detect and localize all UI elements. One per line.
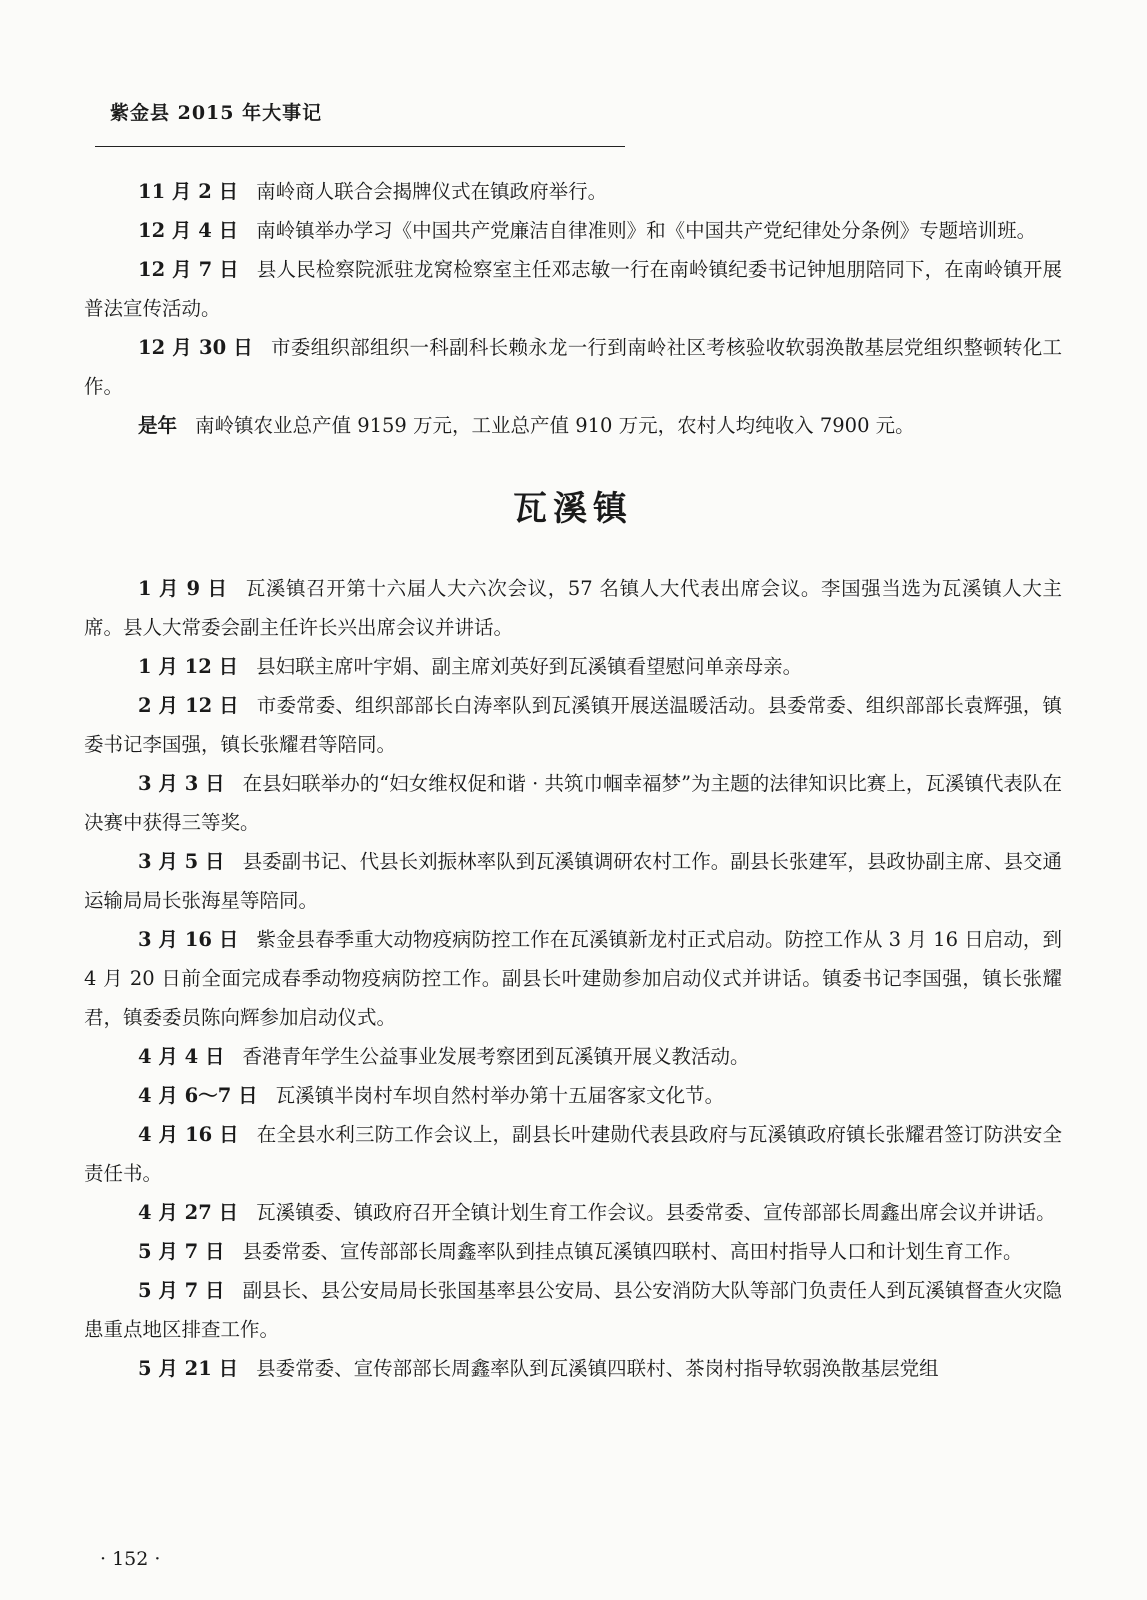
entry-date: 4 月 16 日	[138, 1123, 239, 1146]
chronicle-entry	[84, 172, 1062, 211]
header-rule	[95, 146, 625, 147]
entry-date: 12 月 4 日	[138, 219, 239, 242]
chronicle-entry	[84, 920, 1062, 1037]
entry-date: 12 月 7 日	[138, 258, 239, 281]
entry-text: 瓦溪镇召开第十六届人大六次会议，57 名镇人大代表出席会议。李国强当选为瓦溪镇人大主席。县人大常委会副主任许长兴出席会议并讲话。	[84, 577, 1062, 639]
section-title: 瓦溪镇	[513, 489, 633, 529]
chronicle-entry	[84, 1271, 1062, 1349]
entry-text: 在全县水利三防工作会议上，副县长叶建勋代表县政府与瓦溪镇政府镇长张耀君签订防洪安全责任书。	[84, 1123, 1062, 1185]
chronicle-entry	[84, 647, 1062, 686]
page-number: · 152 ·	[100, 1548, 161, 1570]
entry-date: 4 月 6～7 日	[138, 1084, 258, 1107]
entry-text: 县委副书记、代县长刘振林率队到瓦溪镇调研农村工作。副县长张建军，县政协副主席、县交通运输局局长张海星等陪同。	[84, 850, 1062, 912]
chronicle-entry	[84, 1349, 1062, 1388]
entry-date: 3 月 16 日	[138, 928, 239, 951]
entry-text: 瓦溪镇半岗村车坝自然村举办第十五届客家文化节。	[275, 1084, 725, 1107]
entry-text: 市委组织部组织一科副科长赖永龙一行到南岭社区考核验收软弱涣散基层党组织整顿转化工作。	[84, 336, 1062, 398]
entry-text: 瓦溪镇委、镇政府召开全镇计划生育工作会议。县委常委、宣传部部长周鑫出席会议并讲话。	[256, 1201, 1056, 1224]
chronicle-entry	[84, 250, 1062, 328]
entry-date: 3 月 3 日	[138, 772, 225, 795]
entry-text: 市委常委、组织部部长白涛率队到瓦溪镇开展送温暖活动。县委常委、组织部部长袁辉强，镇委书记李国强，镇长张耀君等陪同。	[84, 694, 1062, 756]
entry-date: 2 月 12 日	[138, 694, 239, 717]
section-waxi-entries	[84, 569, 1062, 1388]
entry-date: 11 月 2 日	[138, 180, 239, 203]
chronicle-entry	[84, 1193, 1062, 1232]
entry-text: 南岭商人联合会揭牌仪式在镇政府举行。	[256, 180, 608, 203]
entry-date: 4 月 4 日	[138, 1045, 225, 1068]
entry-text: 香港青年学生公益事业发展考察团到瓦溪镇开展义教活动。	[242, 1045, 750, 1068]
entry-text: 县委常委、宣传部部长周鑫率队到瓦溪镇四联村、茶岗村指导软弱涣散基层党组	[256, 1357, 939, 1380]
entry-text: 县妇联主席叶宇娟、副主席刘英好到瓦溪镇看望慰问单亲母亲。	[256, 655, 803, 678]
chronicle-entry	[84, 1037, 1062, 1076]
chronicle-entry	[84, 569, 1062, 647]
entry-date: 3 月 5 日	[138, 850, 225, 873]
entry-date: 1 月 9 日	[138, 577, 228, 600]
chronicle-entry	[84, 842, 1062, 920]
chronicle-entry	[84, 1115, 1062, 1193]
section-nanling-entries	[84, 172, 1062, 445]
chronicle-entry	[84, 328, 1062, 406]
entry-date: 12 月 30 日	[138, 336, 254, 359]
chronicle-entry	[84, 1076, 1062, 1115]
entry-date: 4 月 27 日	[138, 1201, 239, 1224]
running-header: 紫金县 2015 年大事记	[110, 102, 323, 124]
entry-date: 5 月 7 日	[138, 1279, 225, 1302]
entry-text: 县人民检察院派驻龙窝检察室主任邓志敏一行在南岭镇纪委书记钟旭朋陪同下，在南岭镇开展普法宣传活动。	[84, 258, 1062, 320]
chronicle-entry	[84, 1232, 1062, 1271]
entry-date: 5 月 7 日	[138, 1240, 225, 1263]
chronicle-entry	[84, 686, 1062, 764]
entry-text: 南岭镇农业总产值 9159 万元，工业总产值 910 万元，农村人均纯收入 7900 元。	[195, 414, 915, 437]
entry-text: 在县妇联举办的“妇女维权促和谐 · 共筑巾帼幸福梦”为主题的法律知识比赛上，瓦溪镇代表队在决赛中获得三等奖。	[84, 772, 1062, 834]
entry-date: 5 月 21 日	[138, 1357, 239, 1380]
chronicle-entry	[84, 406, 1062, 445]
entry-text: 紫金县春季重大动物疫病防控工作在瓦溪镇新龙村正式启动。防控工作从 3 月 16 日启动，到 4 月 20 日前全面完成春季动物疫病防控工作。副县长叶建勋参加启动仪式并讲话。镇委书记李国强，镇长张耀君，镇委委员陈向辉参加启动仪式。	[84, 928, 1062, 1029]
entry-text: 南岭镇举办学习《中国共产党廉洁自律准则》和《中国共产党纪律处分条例》专题培训班。	[256, 219, 1037, 242]
entry-text: 县委常委、宣传部部长周鑫率队到挂点镇瓦溪镇四联村、高田村指导人口和计划生育工作。	[242, 1240, 1023, 1263]
entry-text: 副县长、县公安局局长张国基率县公安局、县公安消防大队等部门负责任人到瓦溪镇督查火灾隐患重点地区排查工作。	[84, 1279, 1062, 1341]
page-content	[84, 172, 1062, 1388]
chronicle-entry	[84, 764, 1062, 842]
entry-date: 是年	[138, 414, 178, 437]
chronicle-entry	[84, 211, 1062, 250]
entry-date: 1 月 12 日	[138, 655, 239, 678]
